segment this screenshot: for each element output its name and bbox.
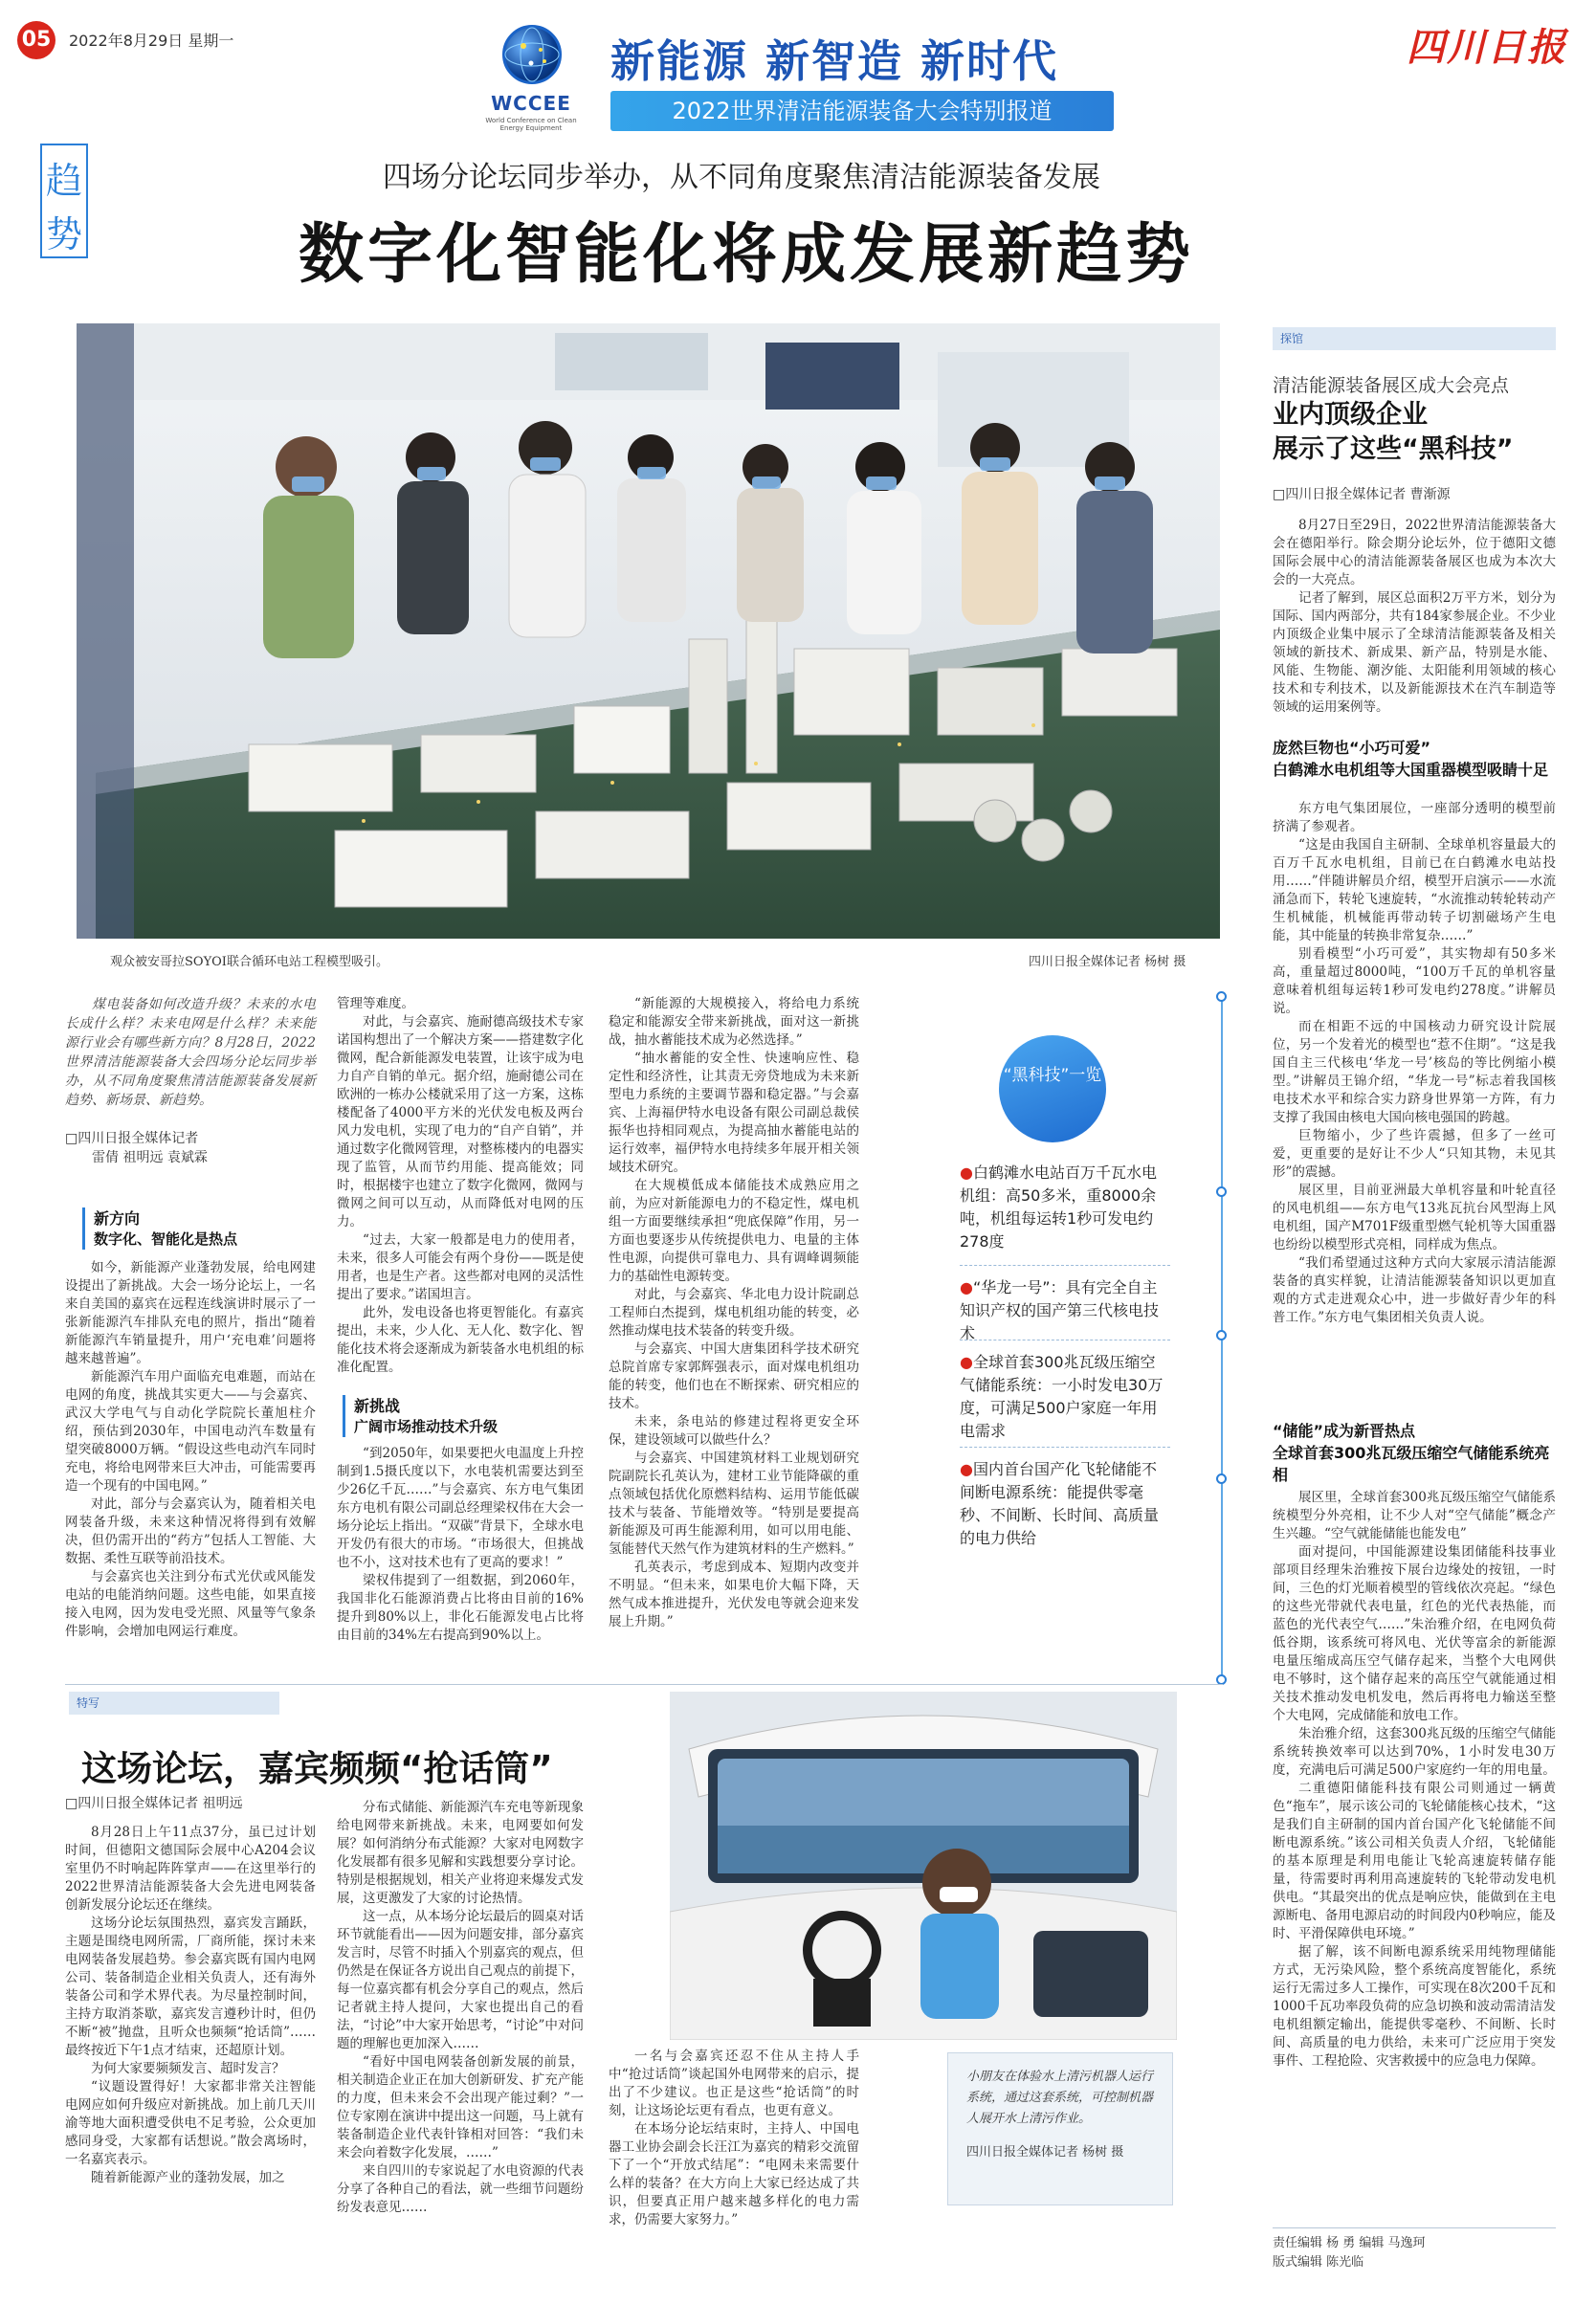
paragraph: “过去，大家一般都是电力的使用者，未来，很多人可能会有两个身份——既是使用者，也是生产者。这些都对电网的灵活性提出了要求。”诺国坦言。: [337, 1232, 584, 1302]
special-report-banner: 2022世界清洁能源装备大会特别报道: [610, 91, 1114, 131]
photo-caption: 观众被安哥拉SOYOI联合循环电站工程模型吸引。: [110, 955, 388, 969]
paragraph: 展区里，目前亚洲最大单机容量和叶轮直径的风电机组——东方电气13兆瓦抗台风型海上风电机组，国产M701F级重型燃气轮机等大国重器也纷纷以模型形式亮相，同样成为焦点。: [1273, 1183, 1556, 1252]
timeline-item-text: 全球首套300兆瓦级压缩空气储能系统：一小时发电30万度，可满足500户家庭一年用电需求: [960, 1353, 1164, 1440]
paragraph: 据了解，该不间断电源系统采用纯物理储能方式，无污染风险，整个系统高度智能化，系统运行无需过多人工操作，可实现在8次200千瓦和1000千瓦功率段负荷的应急切换和波动需清洁发电机组额定输出，能提供零毫秒、不间断、长时间、高质量的电力供给，未来可广泛应用于突发事件、工程抢险、灾害救援中的应急电力保障。: [1273, 1944, 1556, 2069]
section-divider: [65, 1684, 1223, 1685]
page-number: 05: [17, 21, 55, 59]
sidebar-title-line-2: 展示了这些“黑科技”: [1273, 434, 1514, 464]
paragraph: 未来，条电站的修建过程将更安全环保，建设领域可以做些什么？: [609, 1414, 859, 1448]
section-kicker: 新方向: [94, 1209, 141, 1228]
bullet-icon: ●: [960, 1353, 973, 1371]
paragraph: 对此，与会嘉宾、华北电力设计院副总工程师白杰提到，煤电机组功能的转变，必然推动煤电技术装备的转变升级。: [609, 1287, 859, 1339]
sidebar-subtitle-2-line-2: 全球首套300兆瓦级压缩空气储能系统亮相: [1273, 1444, 1550, 1484]
paragraph: 二重德阳储能科技有限公司则通过一辆黄色“拖车”，展示该公司的飞轮储能核心技术，“这是我们自主研制的国内首台国产化飞轮储能不间断电源系统。”该公司相关负责人介绍，飞轮储能的基本原理是利用电能让飞轮高速旋转储存能量，待需要时再利用高速旋转的飞轮带动发电机供电。“其最突出的优点是响应快，能做到在主电源断电、备用电源启动的时间段内0秒响应，能及时、平滑保障供电环境。”: [1273, 1781, 1556, 1941]
globe-grid-icon: [502, 25, 562, 84]
paragraph: “看好中国电网装备创新发展的前景，相关制造企业正在加大创新研发、扩充产能的力度，但未来会不会出现产能过剩？”一位专家刚在演讲中提出这一问题，马上就有装备制造企业代表针锋相对回答：“我们未来会向着数字化发展，……”: [337, 2054, 584, 2160]
sidebar-subtitle-2-line-1: “储能”成为新晋热点: [1273, 1422, 1416, 1440]
section-tag-texie: 特写: [69, 1692, 279, 1715]
subheadline: 四场分论坛同步举办，从不同角度聚焦清洁能源装备发展: [383, 161, 1100, 194]
byline-line-1: □四川日报全媒体记者: [65, 1131, 199, 1146]
paragraph: 为何大家要频频发言、超时发言？: [91, 2061, 285, 2076]
bullet-icon: ●: [960, 1163, 973, 1182]
sidebar-title: [1273, 398, 1514, 467]
paragraph: 一名与会嘉宾还忍不住从主持人手中“抢过话筒”谈起国外电网带来的启示，提出了不少建议。也正是这些“抢话筒”的时刻，让这场论坛更有看点，也更有意义。: [609, 2049, 859, 2118]
paragraph: 新能源汽车用户面临充电难题，而站在电网的角度，挑战其实更大——与会嘉宾、武汉大学电气与自动化学院院长董旭柱介绍，预估到2030年，中国电动汽车数量有望突破8000万辆。“假设这些电动汽车同时充电，将给电网带来巨大冲击，可能需要再造一个现有的中国电网。”: [65, 1369, 316, 1494]
footer-credits: [1273, 2234, 1426, 2272]
sidebar-subtitle-1: [1273, 737, 1556, 781]
timeline-title-bubble: “黑科技”一览: [999, 1035, 1106, 1142]
bullet-icon: ●: [960, 1278, 973, 1296]
paragraph: 如今，新能源产业蓬勃发展，给电网建设提出了新挑战。大会一场分论坛上，一名来自美国的嘉宾在远程连线演讲时展示了一张新能源汽车排队充电的照片，指出“随着新能源汽车销量提升，用户‘充电难’问题将越来越普遍”。: [65, 1260, 316, 1366]
section-tag-tanguan: 探馆: [1273, 327, 1556, 350]
paragraph: 与会嘉宾、中国建筑材料工业规划研究院副院长孔英认为，建材工业节能降碳的重点领域包括优化原燃料结构、运用节能低碳技术与装备、节能增效等。“特别是要提高新能源及可再生能源利用，如可以用电能、氢能替代天然气作为建筑材料的生产燃料。”: [609, 1451, 859, 1557]
paragraph: 在大规模低成本储能技术成熟应用之前，为应对新能源电力的不稳定性，煤电机组一方面要继续承担“兜底保障”作用，另一方面也要逐步从传统提供电力、电量的主体性电源，向提供可靠电力、具有调峰调频能力的基础性电源转变。: [609, 1178, 859, 1284]
paragraph: 别看模型“小巧可爱”，其实物却有50多米高，重量超过8000吨，“100万千瓦的单机容量意味着机组每运转1秒可发电约278度。”讲解员说。: [1273, 946, 1556, 1016]
paragraph: 8月28日上午11点37分，虽已过计划时间，但德阳文德国际会展中心A204会议室里仍不时响起阵阵掌声——在这里举行的2022世界清洁能源装备大会先进电网装备创新发展分论坛还在继续。: [65, 1825, 316, 1913]
sidebar-section-1: [1273, 800, 1556, 1412]
simulator-illustration: [670, 1692, 1177, 2040]
forum-column-1: [65, 1824, 316, 2233]
paragraph: 记者了解到，展区总面积2万平方米，划分为国际、国内两部分，共有184家参展企业。不少业内顶级企业集中展示了全球清洁能源装备及相关领域的新技术、新成果、新产品，特别是水能、风能、生物能、潮汐能、太阳能利用领域的核心技术和专利技术，以及新能源技术在汽车制造等领域的运用案例等。: [1273, 590, 1556, 715]
paragraph: “新能源的大规模接入，将给电力系统稳定和能源安全带来新挑战，面对这一新挑战，抽水蓄能技术成为必然选择。”: [609, 996, 859, 1048]
timeline-item: [960, 1458, 1170, 1550]
paragraph: “议题设置得好！大家都非常关注智能电网应如何升级应对新挑战。加上前几天川渝等地大面积遭受供电不足考验，公众更加感同身受，大家都有话想说。”散会离场时，一名嘉宾表示。: [65, 2079, 316, 2167]
footer-divider: [1273, 2227, 1556, 2228]
bullet-icon: ●: [960, 1460, 973, 1478]
article-column-1: [65, 1259, 316, 1680]
article-column-2: [337, 995, 584, 1387]
article-byline: [65, 1129, 208, 1167]
forum-article-byline: □四川日报全媒体记者 祖明远: [65, 1796, 243, 1811]
trend-tag-char-2: 势: [45, 213, 82, 255]
headline: 数字化智能化将成发展新趋势: [299, 216, 1195, 293]
paragraph: 这一点，从本场分论坛最后的圆桌对话环节就能看出——因为问题安排，部分嘉宾发言时，尽管不时插入个别嘉宾的观点，但仍然是在保证各方说出自己观点的前提下，每一位嘉宾都有机会分享自己的观点，然后记者就主持人提问，大家也提出自己的看法，“讨论”中大家开始思考，“讨论”中对问题的理解也更加深入……: [337, 1909, 584, 2051]
sidebar-kicker: 清洁能源装备展区成大会亮点: [1273, 375, 1510, 396]
timeline-item-text: “华龙一号”：具有完全自主知识产权的国产第三代核电技术: [960, 1278, 1160, 1342]
paragraph: 孔英表示，考虑到成本、短期内改变并不明显。“但未来，如果电价大幅下降，天然气成本推进提升，光伏发电等就会迎来发展上升期。”: [609, 1560, 859, 1629]
forum-column-2: [337, 1799, 584, 2233]
newspaper-logo: 四川日报: [1407, 25, 1567, 70]
photo-caption: 小朋友在体验水上清污机器人运行系统，通过这套系统，可控制机器人展开水上清污作业。: [966, 2070, 1154, 2126]
robot-demo-photo: [670, 1692, 1177, 2040]
paragraph: “抽水蓄能的安全性、快速响应性、稳定性和经济性，让其责无旁贷地成为未来新型电力系统的主要调节器和稳定器。”与会嘉宾、上海福伊特水电设备有限公司副总裁侯振华也持相同观点，为提高抽水蓄能电站的运行效率，福伊特水电持续多年展开相关领域技术研究。: [609, 1051, 859, 1175]
sidebar-section-2: [1273, 1489, 1556, 2226]
timeline-separator: [960, 1447, 1170, 1448]
article-column-3: [609, 995, 859, 1680]
forum-article-title: 这场论坛，嘉宾频频“抢话筒”: [81, 1748, 553, 1789]
dateline: 2022年8月29日 星期一: [69, 32, 234, 50]
paragraph: 来自四川的专家说起了水电资源的代表分享了各种自己的看法，就一些细节问题纷纷发表意见……: [337, 2163, 584, 2215]
paragraph: 朱治雅介绍，这套300兆瓦级的压缩空气储能系统转换效率可以达到70%，1小时发电30万度，充满电后可满足500户家庭约一年的用电量。: [1273, 1726, 1556, 1778]
article-lede: 煤电装备如何改造升级？未来的水电长成什么样？未来电网是什么样？未来能源行业会有哪些新方向？8月28日，2022世界清洁能源装备大会四场分论坛同步举办，从不同角度聚焦清洁能源装备发展新趋势、新场景、新趋势。: [65, 997, 316, 1108]
timeline-dot: [1216, 991, 1227, 1002]
sidebar-subtitle-1-line-1: 庞然巨物也“小巧可爱”: [1273, 739, 1431, 757]
forum-column-3: [609, 2048, 859, 2233]
trend-tag: [40, 144, 88, 258]
paragraph: 面对提问，中国能源建设集团储能科技事业部项目经理朱治雅按下展台边缘处的按钮，一时间，三色的灯光顺着模型的管线依次亮起。“绿色的这些光带就代表电量，红色的光代表热能，而蓝色的光代表空气……”朱治雅介绍，在电网负荷低谷期，该系统可将风电、光伏等富余的新能源电量压缩成高压空气储存起来，当整个大电网供电不够时，这个储存起来的高压空气就能通过相关技术推动发电机发电，然后再将电力输送至整个大电网，完成储能和放电工作。: [1273, 1544, 1556, 1723]
timeline-item: [960, 1351, 1170, 1443]
paragraph: 此外，发电设备也将更智能化。有嘉宾提出，未来，少人化、无人化、数字化、智能化技术将会逐渐成为新装备水电机组的标准化配置。: [337, 1305, 584, 1375]
photo-credit: 四川日报全媒体记者 杨树 摄: [1029, 955, 1186, 969]
exhibition-model-photo: [77, 323, 1220, 939]
sidebar-subtitle-2: [1273, 1420, 1556, 1486]
paragraph: 展区里，全球首套300兆瓦级压缩空气储能系统模型分外亮相，让不少人对“空气储能”概念产生兴趣。“空气就能储能也能发电”: [1273, 1490, 1556, 1541]
paragraph: 8月27日至29日，2022世界清洁能源装备大会在德阳举行。除会期分论坛外，位于德阳文德国际会展中心的清洁能源装备展区也成为本次大会的一大亮点。: [1273, 518, 1556, 587]
paragraph: 在本场分论坛结束时，主持人、中国电器工业协会副会长汪江为嘉宾的精彩交流留下了一个“开放式结尾”：“电网未来需要什么样的装备？在大方向上大家已经达成了共识，但要真正用户越来越多样化的电力需求，仍需要大家努力。”: [609, 2121, 859, 2227]
section-marker: [82, 1207, 85, 1250]
paragraph: 对此，部分与会嘉宾认为，随着相关电网装备升级，未来这种情况将得到有效解决，但仍需开出的“药方”包括人工智能、大数据、柔性互联等前沿技术。: [65, 1496, 316, 1566]
power-plant-model-illustration: [77, 323, 1220, 939]
timeline-item-text: 国内首台国产化飞轮储能不间断电源系统：能提供零毫秒、不间断、长时间、高质量的电力供给: [960, 1460, 1160, 1547]
sidebar-subtitle-1-line-2: 白鹤滩水电机组等大国重器模型吸睛十足: [1273, 761, 1549, 779]
section-kicker: 新挑战: [354, 1397, 401, 1415]
footer-designer: 版式编辑 陈光临: [1273, 2255, 1364, 2270]
paragraph: 梁权伟提到了一组数据，到2060年，我国非化石能源消费占比将由目前的16%提升到80%以上，非化石能源发电占比将由目前的34%左右提高到90%以上。: [337, 1573, 584, 1643]
paragraph: 巨物缩小，少了些许震撼，但多了一丝可爱，更重要的是好让不少人“只知其物，未见其形”的震撼。: [1273, 1128, 1556, 1180]
paragraph: 这场分论坛氛围热烈，嘉宾发言踊跃，主题是围绕电网所需，厂商所能，探讨未来电网装备发展趋势。参会嘉宾既有国内电网公司、装备制造企业相关负责人，还有海外装备公司和学术界代表。为尽量控制时间，主持方取消茶歇，嘉宾发言遵秒计时，但仍不断“被”抛盘，且听众也频频“抢话筒”……最终按近下午1点才结束，还超原计划。: [65, 1916, 316, 2058]
timeline-separator: [960, 1265, 1170, 1266]
paragraph: 分布式储能、新能源汽车充电等新现象给电网带来新挑战。未来，电网要如何发展？如何消纳分布式能源？大家对电网数字化发展都有很多见解和实践想要分享讨论。特别是根据规划，相关产业将迎来爆发式发展，这更激发了大家的讨论热情。: [337, 1800, 584, 1906]
section-title: 广阔市场推动技术升级: [354, 1418, 499, 1435]
timeline-dot: [1216, 1330, 1227, 1340]
wccee-logo: [483, 25, 579, 130]
paragraph: 随着新能源产业的蓬勃发展，加之: [91, 2170, 285, 2185]
section-title: 数字化、智能化是热点: [94, 1230, 238, 1248]
slogan: 新能源 新智造 新时代: [610, 35, 1059, 87]
wccee-logo-subtitle: World Conference on Clean Energy Equipment: [485, 117, 577, 132]
section-marker: [343, 1395, 345, 1437]
paragraph: “到2050年，如果要把火电温度上升控制到1.5摄氏度以下，水电装机需要达到至少26亿千瓦……”与会嘉宾、东方电气集团东方电机有限公司副总经理梁权伟在大会一场分论坛上指出。“双碳”背景下，全球水电开发仍有很大的市场。“市场很大，但挑战也不小，这对技术也有了更高的要求！”: [337, 1446, 584, 1570]
timeline-item: [960, 1276, 1170, 1345]
paragraph: “这是由我国自主研制、全球单机容量最大的百万千瓦水电机组，目前已在白鹤滩水电站投用……”伴随讲解员介绍，模型开启演示——水流涌急而下，转轮飞速旋转，“水流推动转轮转动产生机械能，机械能再带动转子切割磁场产生电能，其中能量的转换非常复杂……”: [1273, 837, 1556, 943]
timeline-dot: [1216, 1186, 1227, 1197]
timeline-dot: [1216, 1473, 1227, 1484]
trend-tag-char-1: 趋: [45, 160, 82, 202]
sidebar-byline: □四川日报全媒体记者 曹渐源: [1273, 487, 1451, 502]
sidebar-intro: [1273, 517, 1556, 735]
footer-editor: 责任编辑 杨 勇 编辑 马逸珂: [1273, 2236, 1426, 2250]
article-column-2b: [337, 1445, 584, 1680]
paragraph: 对此，与会嘉宾、施耐德高级技术专家诺国构想出了一个解决方案——搭建数字化微网，配合新能源发电装置，让该宇成为电力自产自销的单元。据介绍，施耐德公司在欧洲的一栋办公楼就采用了这一方案，这栋楼配备了4000平方米的光伏发电板及两台风力发电机，实现了电力的“自产自销”，并通过数字化微网管理，对整栋楼内的电器实现了监管，从而节约用能、提高能效；同时，根据楼宇也建立了数字化微网，微网与微网之间可以互动，从而降低对电网的压力。: [337, 1014, 584, 1230]
timeline-item-text: 白鹤滩水电站百万千瓦水电机组：高50多米，重8000余吨，机组每运转1秒可发电约278度: [960, 1163, 1157, 1251]
paragraph: 管理等难度。: [337, 996, 414, 1011]
byline-line-2: 雷倩 祖明远 袁斌霖: [92, 1150, 208, 1165]
photo-credit: 四川日报全媒体记者 杨树 摄: [966, 2145, 1124, 2160]
paragraph: “我们希望通过这种方式向大家展示清洁能源装备的真实样貌，让清洁能源装备知识以更加直观的方式走进观众心中，进一步做好青少年的科普工作。”东方电气集团相关负责人说。: [1273, 1255, 1556, 1325]
paragraph: 与会嘉宾、中国大唐集团科学技术研究总院首席专家郭辉强表示，面对煤电机组功能的转变，他们也在不断探索、研究相应的技术。: [609, 1341, 859, 1411]
sidebar-title-line-1: 业内顶级企业: [1273, 400, 1428, 430]
paragraph: 东方电气集团展位，一座部分透明的模型前挤满了参观者。: [1273, 801, 1556, 834]
wccee-logo-text: WCCEE: [491, 92, 571, 115]
timeline-item: [960, 1162, 1170, 1253]
paragraph: 与会嘉宾也关注到分布式光伏或风能发电站的电能消纳问题。这些电能，如果直接接入电网，因为发电受光照、风量等气象条件影响，会增加电网运行难度。: [65, 1569, 316, 1639]
paragraph: 而在相距不远的中国核动力研究设计院展位，另一个发着光的模型也“惹不住期”。“这是我国自主三代核电‘华龙一号’核岛的等比例缩小模型。”讲解员王锦介绍，“华龙一号”标志着我国核电技术水平和综合实力跻身世界第一方阵，有力支撑了我国由核电大国向核电强国的跨越。: [1273, 1019, 1556, 1125]
